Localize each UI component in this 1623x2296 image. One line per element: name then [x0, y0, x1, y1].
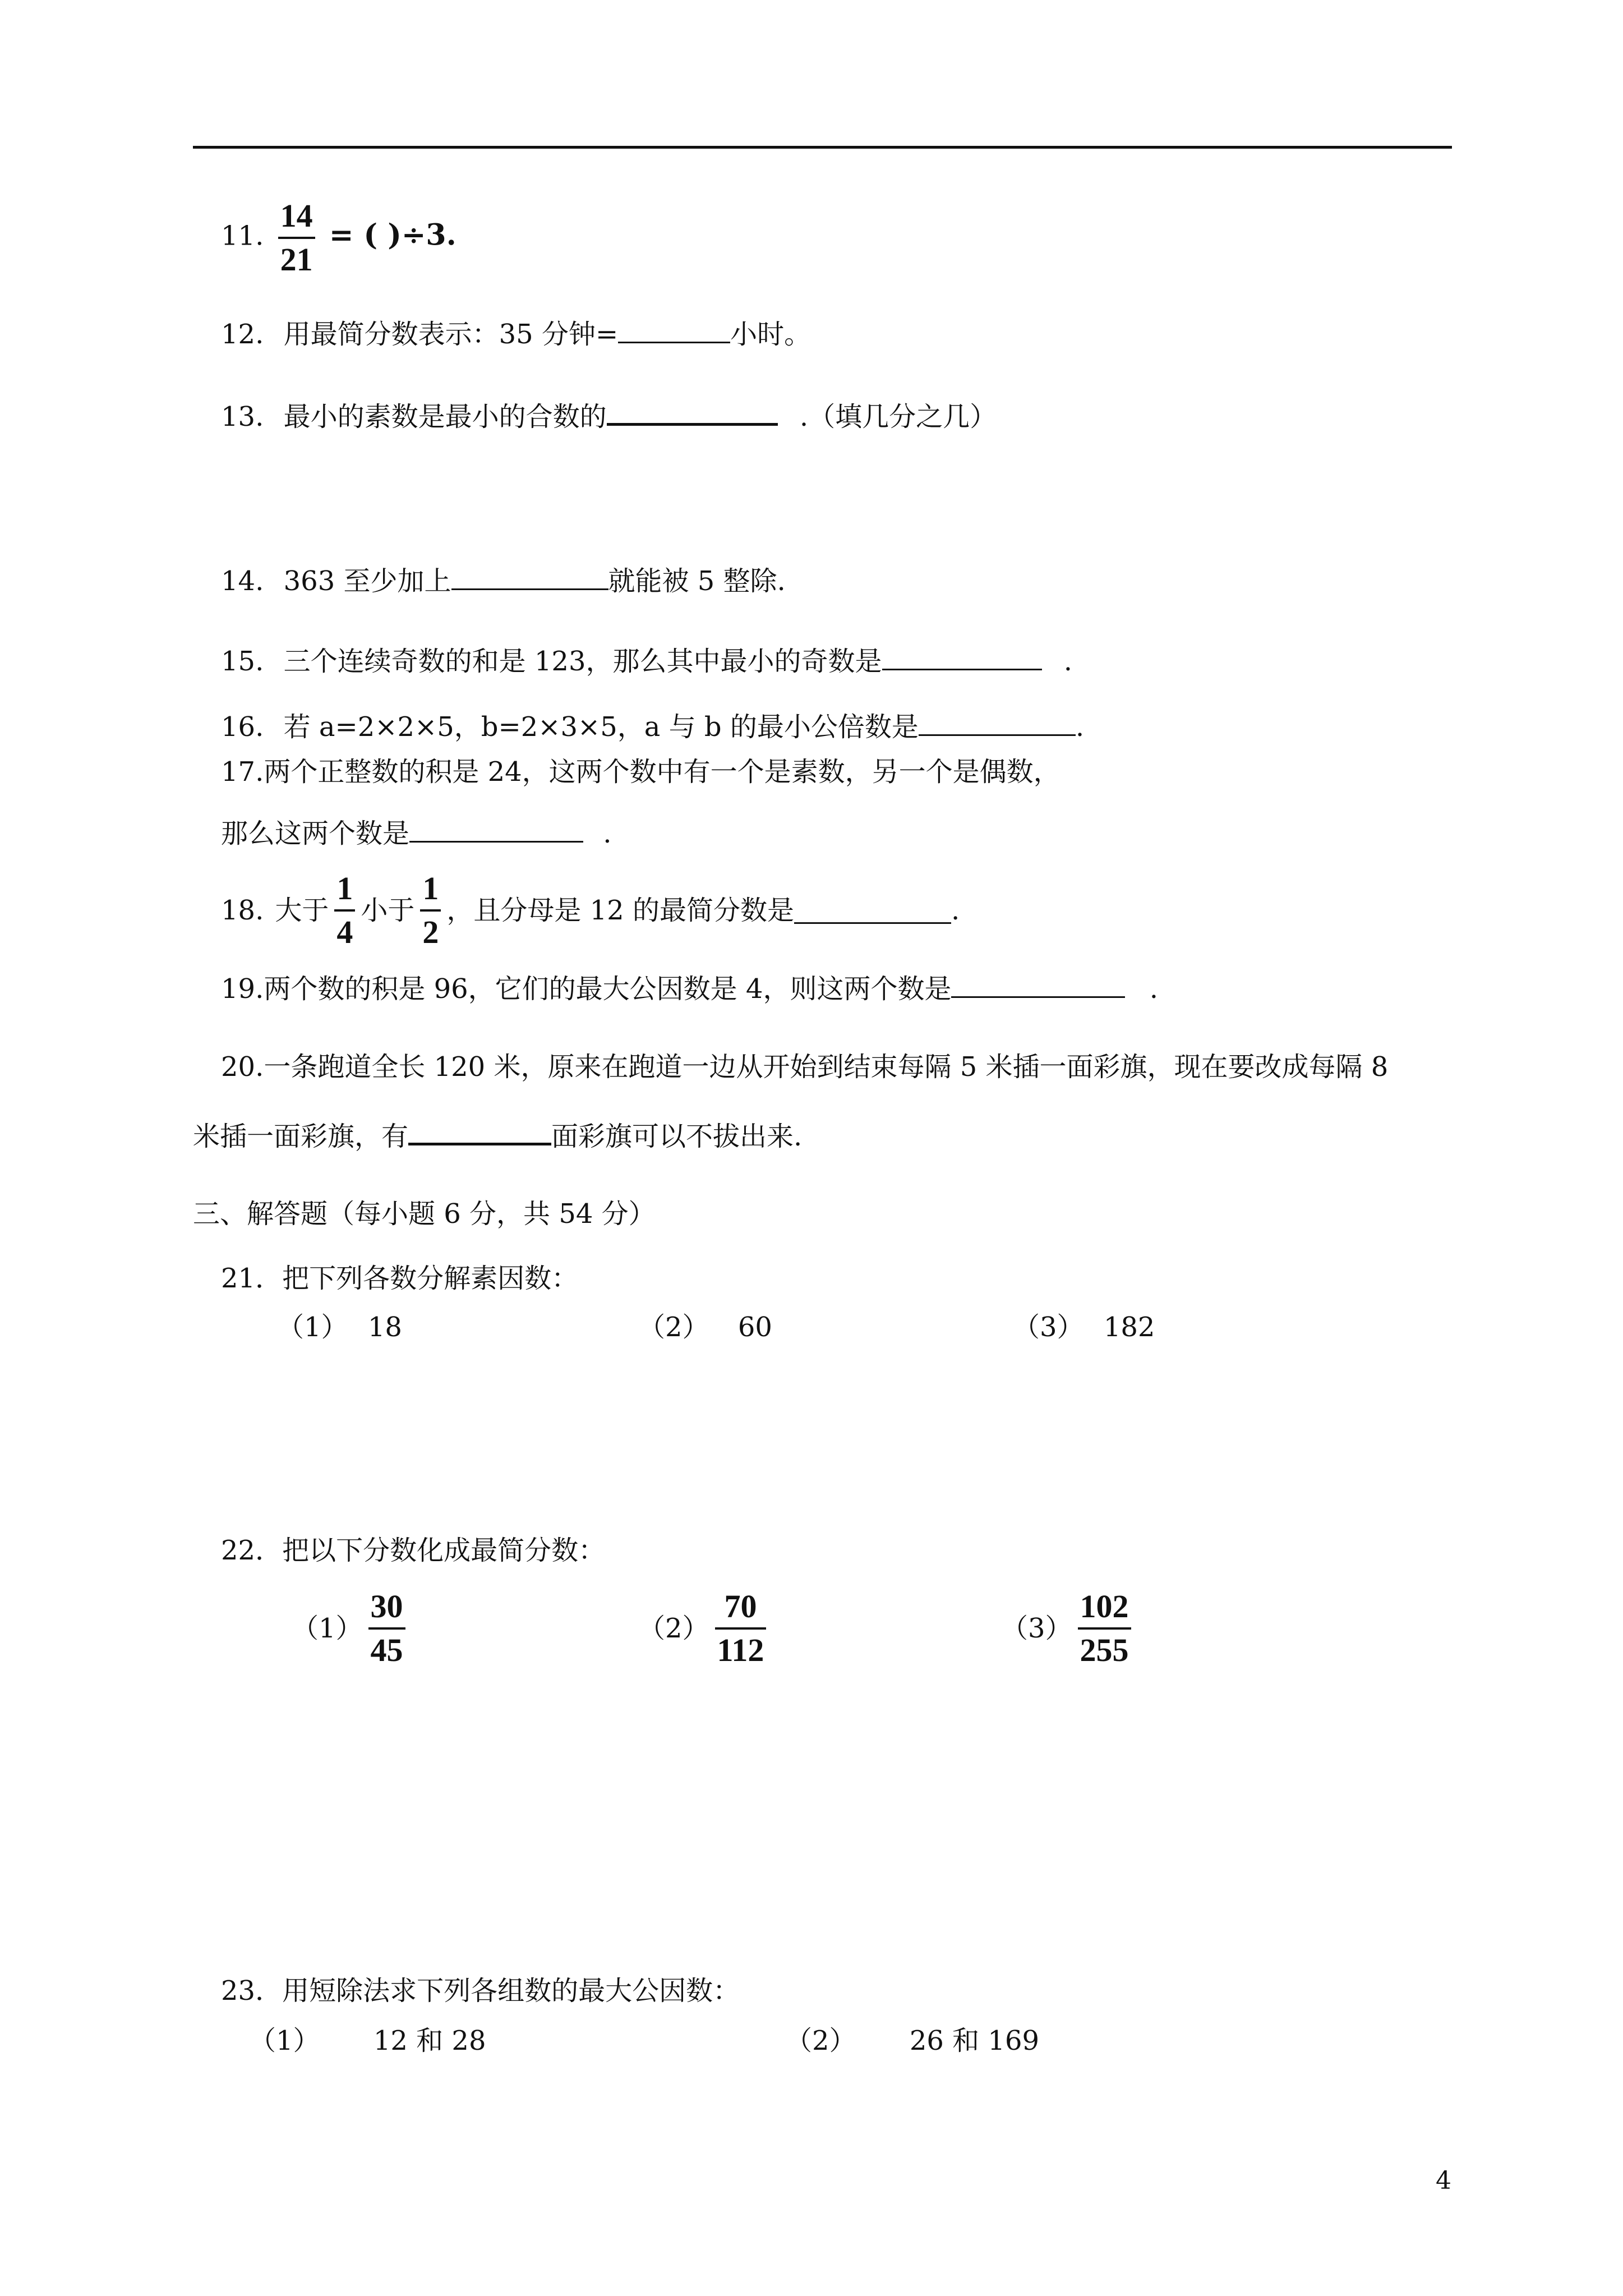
answer-blank[interactable]: [951, 972, 1125, 998]
fraction: [278, 197, 315, 278]
question-text: 用最简分数表示：35 分钟=: [283, 319, 619, 350]
answer-blank[interactable]: [409, 816, 583, 843]
question-15: [221, 644, 1072, 675]
question-text: 最小的素数是最小的合数的: [283, 401, 607, 432]
question-21-item-3: [1013, 1314, 1155, 1341]
question-text: 23．用短除法求下列各组数的最大公因数：: [221, 1975, 740, 2007]
question-20-continued: [193, 1118, 802, 1150]
question-13: [221, 398, 997, 430]
fraction-numerator: 1: [422, 870, 439, 907]
question-text: 363 至少加上: [283, 565, 451, 597]
question-text-end: .: [1063, 646, 1073, 677]
fraction-one-half: [420, 872, 441, 949]
answer-blank[interactable]: [919, 710, 1076, 736]
question-text: 三个连续奇数的和是 123，那么其中最小的奇数是: [283, 646, 882, 677]
section-title: [193, 1198, 656, 1230]
answer-blank[interactable]: [882, 644, 1042, 670]
question-14: [221, 564, 786, 595]
question-number: 11.: [221, 220, 264, 252]
question-number: 18.: [221, 895, 264, 926]
fraction-numerator: 30: [370, 1588, 403, 1625]
question-text: 那么这两个数是: [221, 818, 410, 849]
fraction-one-quarter: [334, 872, 355, 949]
item-value: 60: [737, 1312, 772, 1343]
item-value: 182: [1103, 1312, 1155, 1343]
question-19: [221, 972, 1159, 1005]
answer-blank[interactable]: [408, 1118, 551, 1145]
item-label: （1）: [277, 1312, 348, 1343]
question-11: [221, 197, 457, 278]
question-22-item-1: [292, 1590, 411, 1667]
question-21-item-1: [277, 1314, 402, 1341]
question-text-end: .: [603, 818, 612, 849]
question-22: [221, 1537, 605, 1564]
question-23-item-1: [249, 2027, 486, 2054]
question-22-item-3: [1001, 1590, 1137, 1667]
question-number: 16.: [221, 711, 264, 743]
question-text: 19.两个数的积是 96，它们的最大公因数是 4，则这两个数是: [221, 973, 952, 1005]
fraction-numerator: 102: [1080, 1588, 1129, 1625]
question-16: [221, 710, 1085, 743]
item-label: （3）: [1013, 1312, 1084, 1343]
question-23-item-2: [785, 2027, 1039, 2054]
item-value: 18: [367, 1312, 402, 1343]
section-heading: 三、解答题（每小题 6 分，共 54 分）: [193, 1198, 656, 1230]
fraction-denominator: 2: [420, 909, 441, 949]
question-17: [221, 756, 1061, 788]
fraction-numerator: 1: [336, 870, 353, 907]
question-text-end: .（填几分之几）: [799, 401, 997, 432]
question-text: ，且分母是 12 的最简分数是: [446, 895, 794, 926]
fraction-denominator: 255: [1078, 1627, 1131, 1667]
fraction: [715, 1590, 767, 1667]
question-number: 14.: [221, 565, 264, 597]
answer-blank[interactable]: [451, 564, 608, 590]
question-text: 21．把下列各数分解素因数：: [221, 1263, 579, 1294]
question-21: [221, 1265, 578, 1292]
question-text: 大于: [275, 895, 329, 926]
fraction: [1078, 1590, 1131, 1667]
question-text-end: 小时。: [730, 319, 811, 350]
question-text: 米插一面彩旗，有: [193, 1121, 409, 1152]
question-text: 22．把以下分数化成最简分数：: [221, 1535, 606, 1566]
question-number: 12.: [221, 319, 264, 350]
fraction: [368, 1590, 405, 1667]
item-value: 12 和 28: [373, 2025, 486, 2056]
answer-blank[interactable]: [618, 317, 730, 343]
question-text: = ( )÷3.: [329, 218, 457, 252]
fraction-denominator: 21: [278, 237, 315, 276]
fraction-denominator: 45: [368, 1627, 405, 1667]
question-21-item-2: [638, 1314, 772, 1341]
question-text-end: .: [1075, 711, 1085, 743]
question-text: 17.两个正整数的积是 24，这两个数中有一个是素数，另一个是偶数，: [221, 756, 1061, 788]
page-number: 4: [1436, 2166, 1451, 2195]
item-label: （2）: [638, 1613, 709, 1644]
answer-blank[interactable]: [607, 398, 778, 426]
item-label: （1）: [292, 1613, 363, 1644]
question-12: [221, 317, 811, 348]
fraction-numerator: 70: [724, 1588, 757, 1625]
question-23: [221, 1975, 740, 2007]
fraction-denominator: 112: [715, 1627, 767, 1667]
item-label: （1）: [249, 2025, 320, 2056]
question-20: [221, 1051, 1389, 1083]
item-label: （3）: [1001, 1613, 1072, 1644]
question-text-end: .: [1149, 973, 1159, 1005]
question-text: 小于: [361, 895, 415, 926]
item-value: 26 和 169: [909, 2025, 1040, 2056]
question-22-item-2: [638, 1590, 772, 1667]
question-text-end: 就能被 5 整除.: [608, 565, 786, 597]
answer-blank[interactable]: [794, 898, 951, 924]
fraction-numerator: 14: [280, 197, 313, 234]
item-label: （2）: [785, 2025, 856, 2056]
fraction-denominator: 4: [334, 909, 355, 949]
item-label: （2）: [638, 1312, 709, 1343]
question-number: 15.: [221, 646, 264, 677]
question-text-end: 面彩旗可以不拔出来.: [551, 1121, 803, 1152]
question-text: 20.一条跑道全长 120 米，原来在跑道一边从开始到结束每隔 5 米插一面彩旗，现在要改成每隔 8: [221, 1051, 1389, 1083]
question-text-end: .: [951, 895, 960, 926]
question-18: [221, 872, 960, 949]
question-text: 若 a=2×2×5，b=2×3×5，a 与 b 的最小公倍数是: [283, 711, 919, 743]
question-number: 13.: [221, 401, 264, 432]
question-17-continued: [221, 816, 612, 847]
header-rule: [193, 146, 1452, 149]
